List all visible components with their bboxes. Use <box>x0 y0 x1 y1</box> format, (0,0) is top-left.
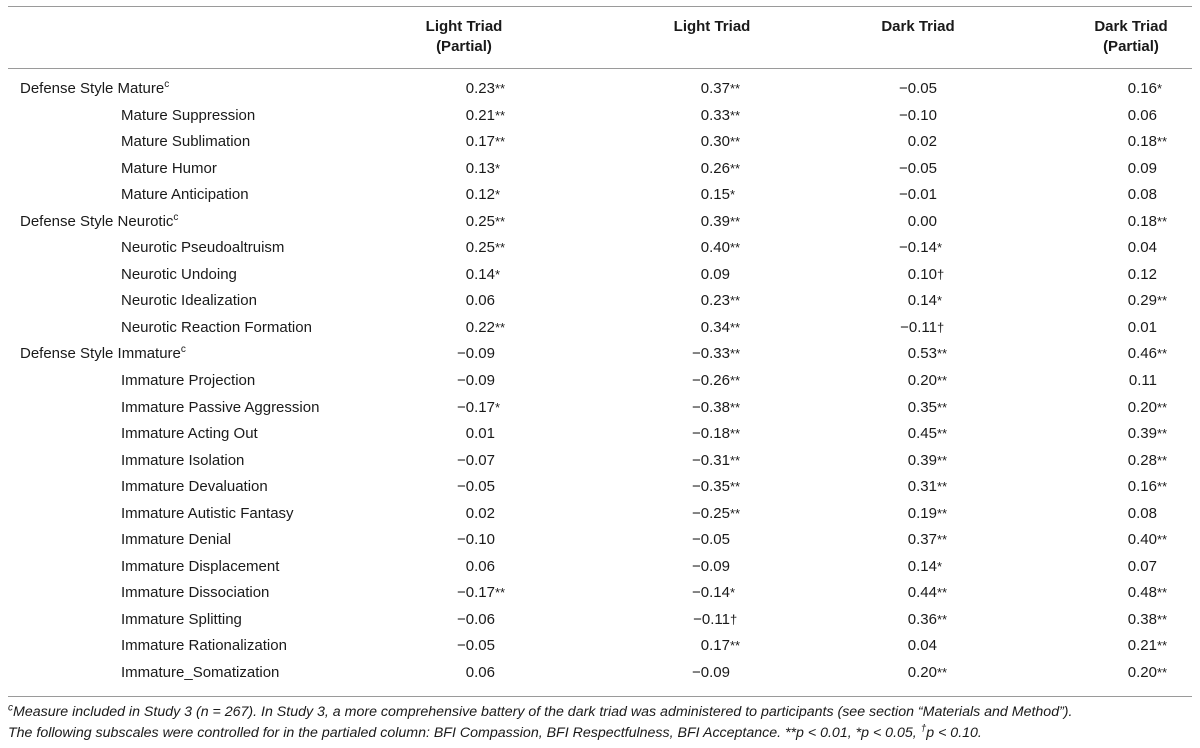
table-cell: 0.06 <box>465 557 495 575</box>
table-cell: 0.33** <box>700 106 741 124</box>
table-cell: 0.40** <box>1127 531 1168 549</box>
table-row <box>0 235 1200 262</box>
table-cell: 0.08 <box>1127 186 1157 204</box>
table-cell: 0.39** <box>907 451 948 469</box>
table-cell: 0.44** <box>907 584 948 602</box>
table-cell: −0.35** <box>692 478 741 496</box>
table-row <box>0 341 1200 368</box>
table-row <box>0 368 1200 395</box>
table-cell: 0.31** <box>907 478 948 496</box>
table-cell: 0.18** <box>1127 212 1168 230</box>
table-cell: 0.15* <box>700 186 736 204</box>
row-label: Immature Displacement <box>121 557 280 575</box>
table-cell: 0.16* <box>1127 80 1163 97</box>
table-cell: 0.39** <box>700 212 741 230</box>
row-label: Immature Passive Aggression <box>121 398 320 416</box>
row-label: Defense Style Neurotic$^c$ <box>20 211 179 230</box>
table-cell: 0.40** <box>700 239 741 257</box>
row-label: Immature Autistic Fantasy <box>121 504 294 522</box>
table-cell: −0.05 <box>692 531 730 549</box>
table-cell: −0.25** <box>692 504 741 522</box>
table-cell: 0.20** <box>1127 398 1168 416</box>
table-cell: −0.38** <box>692 398 741 416</box>
table-cell: 0.48** <box>1127 584 1168 602</box>
table-row <box>0 474 1200 501</box>
table-cell: 0.36** <box>907 610 948 628</box>
row-label: Defense Style Mature$^c$ <box>20 79 170 97</box>
table-cell: 0.09 <box>1127 159 1157 177</box>
table-cell: 0.17** <box>700 637 741 655</box>
table-row <box>0 527 1200 554</box>
table-cell: 0.21** <box>1127 637 1168 655</box>
table-cell: 0.20** <box>907 664 948 682</box>
row-label: Immature Projection <box>121 372 256 390</box>
column-header-light-triad: Light Triad <box>673 18 751 35</box>
footnote-line-1: $^c$Measure included in Study 3 (n = 267). In Study 3, a more comprehensive battery of the dark triad was administered to participants (see section “Materials and Method”). <box>8 702 1073 720</box>
table-row <box>0 660 1200 687</box>
table-cell: −0.09 <box>692 557 730 575</box>
table-cell: 0.25** <box>465 239 506 257</box>
table-cell: 0.26** <box>700 159 741 177</box>
table-cell: 0.21** <box>465 106 506 124</box>
column-header-light-triad-partial: Light Triad (Partial) <box>425 18 503 55</box>
table-cell: 0.34** <box>700 318 741 336</box>
table-cell: −0.33** <box>692 345 741 363</box>
row-label: Immature Dissociation <box>121 584 270 602</box>
table-cell: 0.35** <box>907 398 948 416</box>
table-cell: 0.12* <box>465 186 501 204</box>
table-cell: 0.16** <box>1127 478 1168 496</box>
row-label: Immature Denial <box>121 531 232 549</box>
table-cell: −0.05 <box>457 478 495 496</box>
table-row <box>0 182 1200 209</box>
table-row <box>0 501 1200 528</box>
table-cell: 0.02 <box>907 133 937 151</box>
table-cell: 0.25** <box>465 212 506 230</box>
row-label: Immature Rationalization <box>121 637 287 655</box>
table-cell: 0.06 <box>1127 106 1157 124</box>
table-top-rule <box>8 6 1192 7</box>
table-cell: −0.18** <box>692 425 741 443</box>
table-cell: −0.11† <box>693 610 738 628</box>
row-label: Neurotic Idealization <box>121 292 257 310</box>
row-label: Defense Style Immature$^c$ <box>20 344 186 363</box>
footnote-line-2: The following subscales were controlled for in the partialed column: BFI Compassion, BFI Respectfulness, BFI Acceptance. **p < 0.01, *p < 0.05, †p < 0.10. <box>8 723 982 741</box>
row-label: Immature Isolation <box>121 451 245 469</box>
table-cell: 0.46** <box>1127 345 1168 363</box>
table-cell: 0.01 <box>1127 318 1157 336</box>
table-body <box>0 76 1200 687</box>
table-cell: 0.07 <box>1127 557 1157 575</box>
row-label: Mature Anticipation <box>121 186 249 204</box>
column-header-dark-triad-partial: Dark Triad (Partial) <box>1094 18 1168 55</box>
table-row <box>0 262 1200 289</box>
table-row <box>0 633 1200 660</box>
header-rule <box>8 68 1192 69</box>
table-row <box>0 156 1200 183</box>
table-cell: −0.10 <box>899 106 937 124</box>
table-cell: −0.10 <box>457 531 495 549</box>
table-cell: 0.23** <box>465 80 506 97</box>
table-footnote <box>8 702 1192 744</box>
table-cell: −0.11† <box>900 318 945 336</box>
table-cell: 0.45** <box>907 425 948 443</box>
table-cell: −0.31** <box>692 451 741 469</box>
table-cell: 0.09 <box>700 265 730 283</box>
table-cell: 0.04 <box>907 637 937 655</box>
row-label: Neurotic Pseudoaltruism <box>121 239 285 257</box>
row-label: Neurotic Reaction Formation <box>121 318 312 336</box>
table-cell: 0.28** <box>1127 451 1168 469</box>
row-label: Immature Splitting <box>121 610 242 628</box>
table-cell: −0.26** <box>692 372 741 390</box>
table-bottom-rule <box>8 696 1192 697</box>
table-cell: −0.07 <box>457 451 495 469</box>
table-cell: 0.19** <box>907 504 948 522</box>
row-label: Immature Acting Out <box>121 425 258 443</box>
table-cell: 0.23** <box>700 292 741 310</box>
table-row <box>0 209 1200 236</box>
table-row <box>0 103 1200 130</box>
table-cell: 0.08 <box>1127 504 1157 522</box>
table-cell: 0.37** <box>907 531 948 549</box>
table-cell: 0.17** <box>465 133 506 151</box>
table-row <box>0 448 1200 475</box>
table-row <box>0 554 1200 581</box>
table-cell: 0.20** <box>907 372 948 390</box>
table-row <box>0 580 1200 607</box>
table-cell: −0.01 <box>899 186 937 204</box>
table-cell: 0.37** <box>700 80 741 97</box>
table-cell: 0.18** <box>1127 133 1168 151</box>
table-cell: 0.53** <box>907 345 948 363</box>
table-row <box>0 421 1200 448</box>
row-label: Immature_Somatization <box>121 664 280 682</box>
table-cell: −0.09 <box>692 664 730 682</box>
table-cell: 0.30** <box>700 133 741 151</box>
table-cell: −0.05 <box>899 80 937 97</box>
table-cell: 0.11 <box>1128 372 1157 390</box>
table-row <box>0 288 1200 315</box>
table-cell: 0.14* <box>907 557 943 575</box>
table-row <box>0 395 1200 422</box>
table-cell: 0.06 <box>465 292 495 310</box>
table-cell: −0.09 <box>457 372 495 390</box>
table-cell: −0.17** <box>457 584 506 602</box>
row-label: Immature Devaluation <box>121 478 268 496</box>
table-cell: 0.01 <box>465 425 495 443</box>
table-cell: −0.05 <box>899 159 937 177</box>
table-cell: 0.10† <box>907 265 945 283</box>
table-cell: 0.02 <box>465 504 495 522</box>
table-cell: 0.38** <box>1127 610 1168 628</box>
table-cell: −0.17* <box>457 398 501 416</box>
table-cell: 0.12 <box>1127 265 1157 283</box>
table-cell: 0.13* <box>465 159 501 177</box>
table-row <box>0 315 1200 342</box>
table-cell: 0.06 <box>465 664 495 682</box>
table-cell: 0.22** <box>465 318 506 336</box>
table-cell: 0.14* <box>465 265 501 283</box>
table-cell: −0.14* <box>692 584 736 602</box>
table-cell: −0.06 <box>457 610 495 628</box>
table-cell: −0.05 <box>457 637 495 655</box>
table-cell: −0.09 <box>457 345 495 363</box>
table-cell: −0.14* <box>899 239 943 257</box>
row-label: Mature Humor <box>121 159 217 177</box>
column-header-dark-triad: Dark Triad <box>881 18 955 35</box>
table-cell: 0.20** <box>1127 664 1168 682</box>
table-row <box>0 76 1200 103</box>
table-cell: 0.04 <box>1127 239 1157 257</box>
table-cell: 0.29** <box>1127 292 1168 310</box>
table-cell: 0.14* <box>907 292 943 310</box>
table-cell: 0.39** <box>1127 425 1168 443</box>
row-label: Mature Suppression <box>121 106 256 124</box>
row-label: Neurotic Undoing <box>121 265 237 283</box>
table-row <box>0 607 1200 634</box>
table-cell: 0.00 <box>907 212 937 230</box>
row-label: Mature Sublimation <box>121 133 251 151</box>
table-row <box>0 129 1200 156</box>
